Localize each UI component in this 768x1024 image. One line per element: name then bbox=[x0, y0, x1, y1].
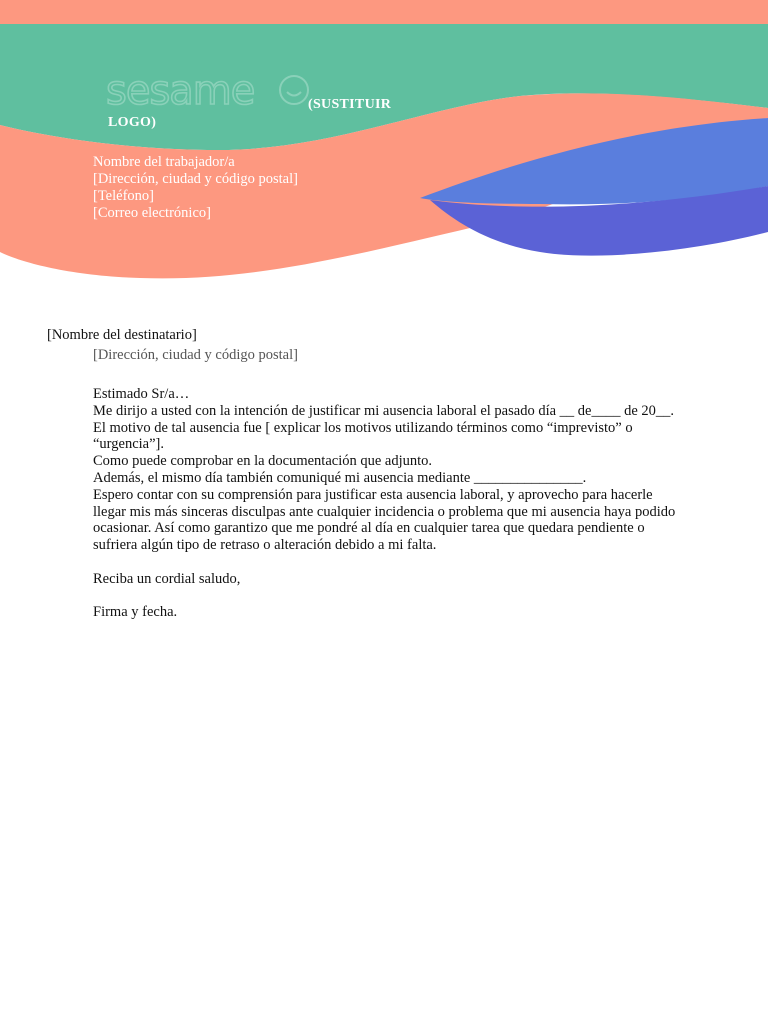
letter-closing: Reciba un cordial saludo, bbox=[93, 570, 241, 587]
company-logo bbox=[106, 66, 316, 112]
letter-paragraph-3: Además, el mismo día también comuniqué mi ausencia mediante _______________. bbox=[93, 469, 587, 486]
sender-name: Nombre del trabajador/a bbox=[93, 154, 235, 170]
letter-body bbox=[93, 386, 683, 621]
letter-paragraph-1: Me dirijo a usted con la intención de justificar mi ausencia laboral el pasado día __ de____ de 20__. El motivo de tal ausencia fue [ explicar los motivos utilizando términos como “imprevisto” o “urgencia”]. bbox=[93, 402, 675, 453]
logo-replace-note-2: LOGO) bbox=[108, 115, 157, 130]
logo-replace-note: (SUSTITUIR bbox=[308, 97, 392, 112]
sender-address: [Dirección, ciudad y código postal] bbox=[93, 171, 298, 187]
letter-paragraph-2: Como puede comprobar en la documentación que adjunto. bbox=[93, 453, 433, 470]
sender-phone: [Teléfono] bbox=[93, 188, 154, 204]
sender-email: [Correo electrónico] bbox=[93, 205, 211, 221]
recipient-address: [Dirección, ciudad y código postal] bbox=[93, 347, 298, 363]
top-salmon-band bbox=[0, 0, 768, 26]
recipient-name: [Nombre del destinatario] bbox=[47, 327, 197, 343]
letter-greeting: Estimado Sr/a… bbox=[93, 386, 190, 402]
header-wave-decoration bbox=[0, 0, 768, 290]
letter-paragraph-4: Espero contar con su comprensión para justificar esta ausencia laboral, y aprovecho para hacerle llegar mis más sinceras disculpas ante cualquier incidencia o problema que mi ausencia haya podido ocasionar. Así como garantizo que me pondré al día en cualquier tarea que quedara pendiente o sufriera algún tipo de retraso o alteración debido a mi falta. bbox=[93, 486, 676, 554]
letter-signature: Firma y fecha. bbox=[93, 604, 178, 621]
smile-icon bbox=[280, 76, 308, 104]
sender-block bbox=[93, 154, 298, 222]
logo-wordmark: sesame bbox=[106, 68, 255, 112]
